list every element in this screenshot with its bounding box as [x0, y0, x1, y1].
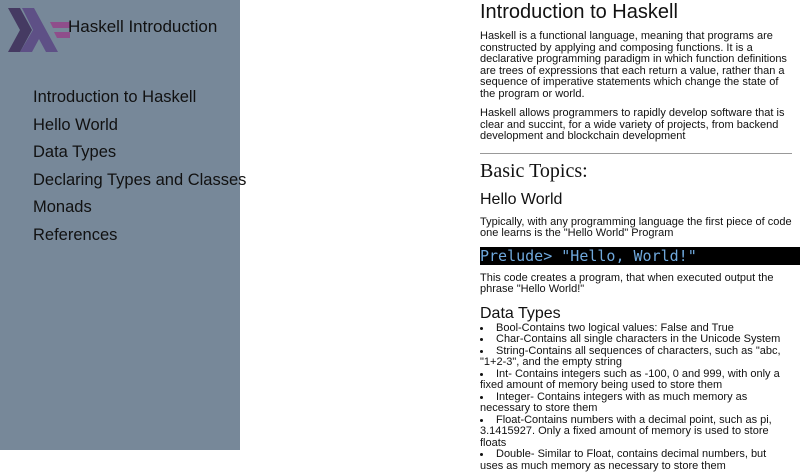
hello-world-text: Typically, with any programming language the first piece of code one learns is the "Hello World" Program: [480, 217, 792, 240]
brand[interactable]: [8, 8, 70, 52]
list-item: • Float-Contains numbers with a decimal point, such as pi, 3.1415927. Only a fixed amount of memory is used to store floats: [480, 415, 792, 450]
code-block: Prelude> "Hello, World!": [480, 247, 800, 265]
list-item: • Double- Similar to Float, contains decimal numbers, but uses as much memory as necessary to store them: [480, 449, 792, 472]
sidebar-item-declaring-types[interactable]: Declaring Types and Classes: [33, 167, 246, 195]
sidebar-item-references[interactable]: References: [33, 222, 246, 250]
list-item: • Bool-Contains two logical values: False and True: [480, 323, 792, 335]
list-item: • Int- Contains integers such as -100, 0 and 999, with only a fixed amount of memory being used to store them: [480, 369, 792, 392]
sidebar: [0, 0, 240, 450]
sidebar-nav: [33, 84, 246, 249]
data-types-heading: Data Types: [480, 305, 792, 323]
hello-world-explanation: This code creates a program, that when executed output the phrase "Hello World!": [480, 273, 792, 296]
haskell-logo-icon: [8, 8, 70, 52]
brand-title: Haskell Introduction: [68, 17, 217, 37]
list-item: • String-Contains all sequences of characters, such as "abc, "1+2-3", and the empty string: [480, 346, 792, 369]
intro-paragraph-1: Haskell is a functional language, meaning that programs are constructed by applying and composing functions. It is a declarative programming paradigm in which function definitions are trees of expressions that each return a value, rather than a sequence of imperative statements which change the state of the program or world.: [480, 31, 792, 100]
basic-topics-heading: Basic Topics:: [480, 160, 792, 182]
intro-paragraph-2: Haskell allows programmers to rapidly develop software that is clear and succint, for a wide variety of projects, from backend development and blockchain development: [480, 108, 792, 143]
hello-world-heading: Hello World: [480, 191, 792, 209]
list-item: • Integer- Contains integers with as much memory as necessary to store them: [480, 392, 792, 415]
sidebar-item-data-types[interactable]: Data Types: [33, 139, 246, 167]
page-title: Introduction to Haskell: [480, 0, 792, 23]
divider: [480, 153, 792, 154]
sidebar-item-hello-world[interactable]: Hello World: [33, 112, 246, 140]
list-item: • Char-Contains all single characters in the Unicode System: [480, 334, 792, 346]
sidebar-item-introduction[interactable]: Introduction to Haskell: [33, 84, 246, 112]
main-content: [480, 0, 792, 472]
sidebar-item-monads[interactable]: Monads: [33, 194, 246, 222]
